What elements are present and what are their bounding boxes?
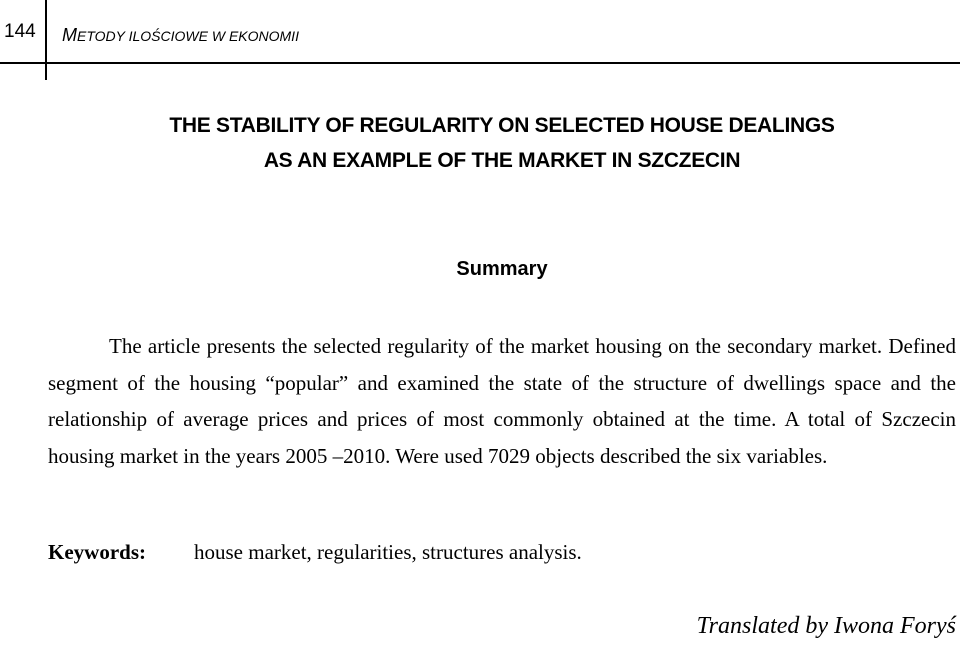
page-number: 144 [4,21,36,42]
running-head-rest: ETODY ILOŚCIOWE W EKONOMII [77,28,299,44]
page-header [0,0,960,70]
keywords-text: house market, regularities, structures analysis. [194,540,582,564]
summary-paragraph: The article presents the selected regularity of the market housing on the secondary market. Defined segment of the housing “popular” and examined the state of the structure of dwellings space and the relationship of average prices and prices of most commonly obtained at the time. A total of Szczecin housing market in the years 2005 –2010. Were used 7029 objects described the six variables. [48,334,956,468]
keywords [48,540,582,565]
running-head-initial: M [62,25,77,45]
keywords-label: Keywords: [48,540,146,564]
header-horizontal-rule [0,62,960,64]
header-vertical-rule [45,0,47,80]
article-title-line-1: THE STABILITY OF REGULARITY ON SELECTED HOUSE DEALINGS [169,114,835,137]
translator-credit: Translated by Iwona Foryś [696,613,956,639]
summary-abstract [48,328,956,474]
article-title-line-2: AS AN EXAMPLE OF THE MARKET IN SZCZECIN [263,149,741,172]
article-title [0,108,960,178]
running-head [62,25,299,46]
summary-heading: Summary [456,258,548,280]
